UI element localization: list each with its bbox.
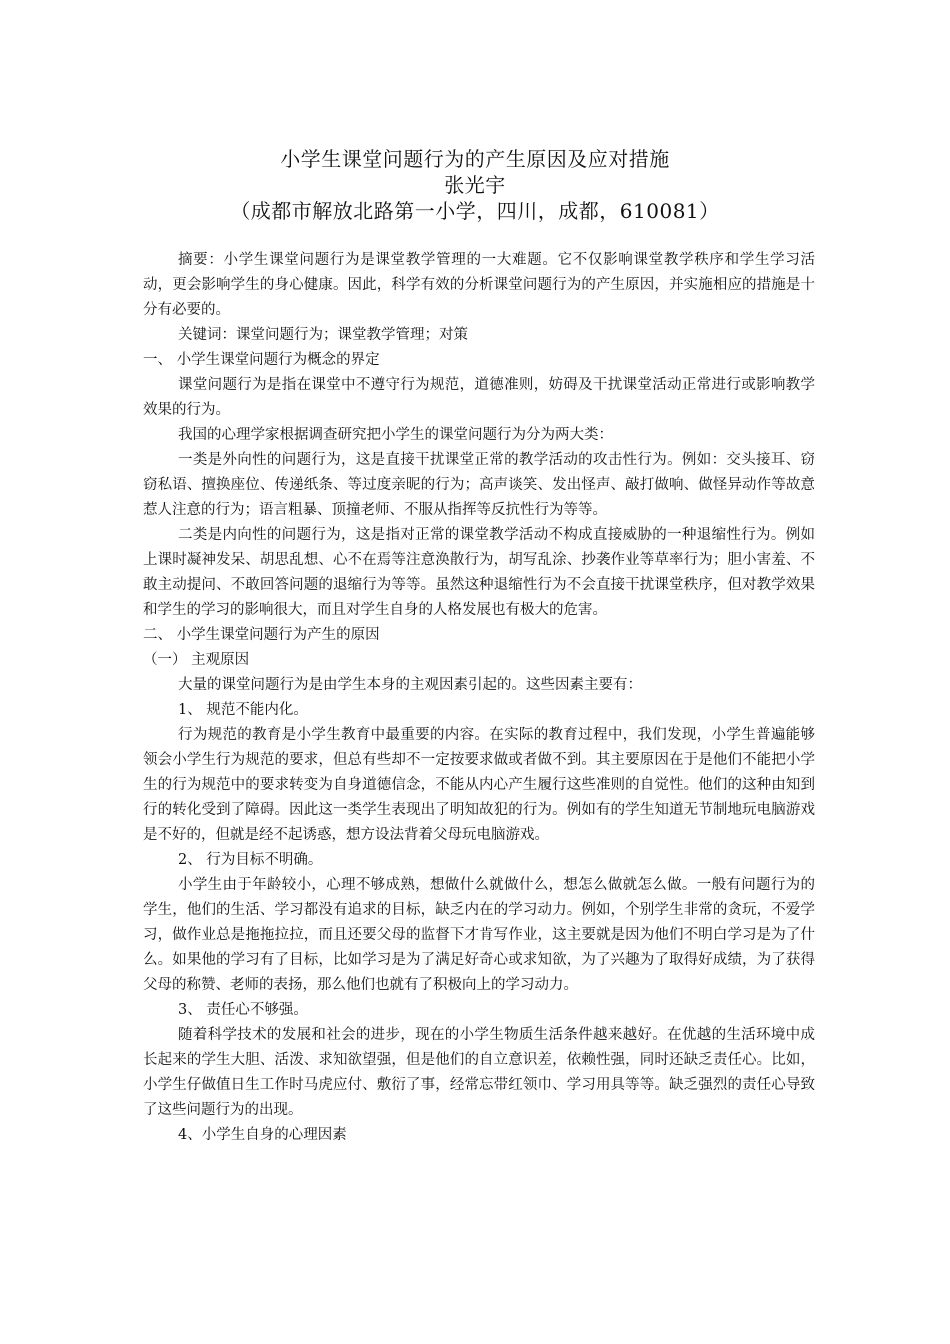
paragraph: 4、小学生自身的心理因素: [178, 1127, 347, 1143]
document-author: 张光宇: [444, 173, 506, 197]
paragraph: 二类是内向性的问题行为，这是指对正常的课堂教学活动不构成直接威胁的一种退缩性行为。例如上课时凝神发呆、胡思乱想、心不在焉等注意涣散行为，胡写乱涂、抄袭作业等草率行为；胆小害羞、不敢主动提问、不敢回答问题的退缩行为等等。虽然这种退缩性行为不会直接干扰课堂秩序，但对教学效果和学生的学习的影响很大，而且对学生自身的人格发展也有极大的危害。: [143, 527, 815, 618]
paragraph: 课堂问题行为是指在课堂中不遵守行为规范，道德准则，妨碍及干扰课堂活动正常进行或影响教学效果的行为。: [143, 377, 815, 418]
paragraph: 1、 规范不能内化。: [178, 702, 308, 718]
document-body: [143, 248, 815, 1148]
paragraph: 行为规范的教育是小学生教育中最重要的内容。在实际的教育过程中，我们发现，小学生普遍能够领会小学生行为规范的要求，但总有些却不一定按要求做或者做不到。其主要原因在于是他们不能把小学生的行为规范中的要求转变为自身道德信念，不能从内心产生履行这些准则的自觉性。他们的这种由知到行的转化受到了障碍。因此这一类学生表现出了明知故犯的行为。例如有的学生知道无节制地玩电脑游戏是不好的，但就是经不起诱惑，想方设法背着父母玩电脑游戏。: [143, 727, 815, 843]
paragraph: 2、 行为目标不明确。: [178, 852, 323, 868]
document-affiliation: （成都市解放北路第一小学，四川，成都，610081）: [230, 199, 720, 223]
paragraph: 3、 责任心不够强。: [178, 1002, 308, 1018]
paragraph: 小学生由于年龄较小，心理不够成熟，想做什么就做什么，想怎么做就怎么做。一般有问题行为的学生，他们的生活、学习都没有追求的目标，缺乏内在的学习动力。例如，个别学生非常的贪玩，不爱学习，做作业总是拖拖拉拉，而且还要父母的监督下才肯写作业，这主要就是因为他们不明白学习是为了什么。如果他的学习有了目标，比如学习是为了满足好奇心或求知欲，为了兴趣为了取得好成绩，为了获得父母的称赞、老师的表扬，那么他们也就有了积极向上的学习动力。: [143, 877, 815, 993]
paragraph: 大量的课堂问题行为是由学生本身的主观因素引起的。这些因素主要有：: [178, 677, 642, 693]
paragraph: 关键词：课堂问题行为；课堂教学管理；对策: [178, 327, 468, 343]
paragraph: 我国的心理学家根据调查研究把小学生的课堂问题行为分为两大类：: [178, 427, 613, 443]
section-heading: 一、 小学生课堂问题行为概念的界定: [143, 352, 380, 368]
section-heading: 二、 小学生课堂问题行为产生的原因: [143, 627, 380, 643]
paragraph: 摘要：小学生课堂问题行为是课堂教学管理的一大难题。它不仅影响课堂教学秩序和学生学习活动，更会影响学生的身心健康。因此，科学有效的分析课堂问题行为的产生原因，并实施相应的措施是十分有必要的。: [143, 252, 815, 318]
document-title: 小学生课堂问题行为的产生原因及应对措施: [280, 147, 670, 171]
section-heading: （一） 主观原因: [143, 652, 250, 668]
title-block: [0, 146, 950, 224]
paragraph: 一类是外向性的问题行为，这是直接干扰课堂正常的教学活动的攻击性行为。例如：交头接耳、窃窃私语、擅换座位、传递纸条、等过度亲昵的行为；高声谈笑、发出怪声、敲打做响、做怪异动作等故意惹人注意的行为；语言粗暴、顶撞老师、不服从指挥等反抗性行为等等。: [143, 452, 815, 518]
paragraph: 随着科学技术的发展和社会的进步，现在的小学生物质生活条件越来越好。在优越的生活环境中成长起来的学生大胆、活泼、求知欲望强，但是他们的自立意识差，依赖性强，同时还缺乏责任心。比如，小学生仔做值日生工作时马虎应付、敷衍了事，经常忘带红领巾、学习用具等等。缺乏强烈的责任心导致了这些问题行为的出现。: [143, 1027, 815, 1118]
